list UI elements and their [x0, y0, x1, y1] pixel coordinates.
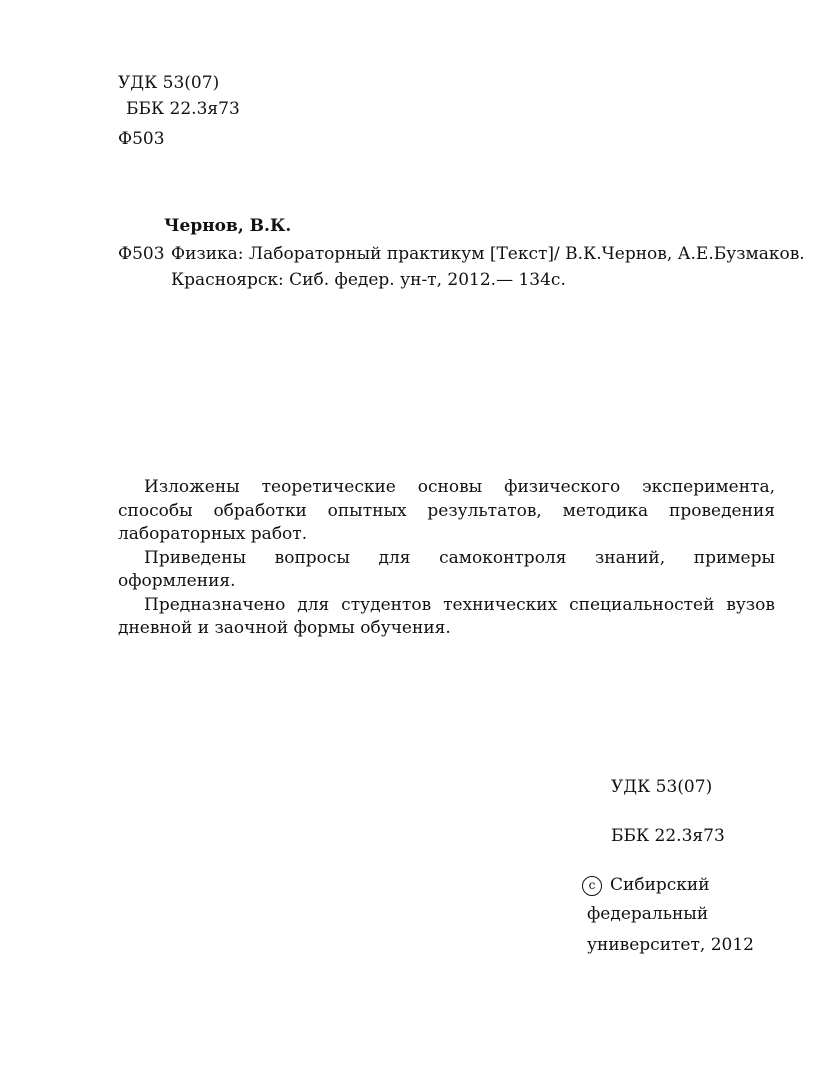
author-name: Чернов, В.К. — [164, 216, 292, 236]
publication-info-line: Красноярск: Сиб. федер. ун-т, 2012.— 134с. — [171, 270, 566, 290]
bbk-code-top: ББК 22.3я73 — [126, 99, 240, 119]
copyright-holder-line3: университет, 2012 — [587, 935, 754, 955]
udk-code-top: УДК 53(07) — [118, 73, 220, 93]
bibliographic-title-line: Физика: Лабораторный практикум [Текст]/ В.К.Чернов, А.Е.Бузмаков. — [171, 244, 805, 264]
abstract-paragraph: Предназначено для студентов технических специальностей вузов дневной и заочной формы обучения. — [118, 594, 775, 638]
author-mark-top: Ф503 — [118, 129, 165, 149]
bbk-code-bottom: ББК 22.3я73 — [611, 826, 725, 846]
author-mark: Ф503 — [118, 244, 165, 264]
abstract — [118, 476, 775, 641]
copyright-holder-line2: федеральный — [587, 904, 709, 924]
abstract-paragraph: Приведены вопросы для самоконтроля знаний, примеры оформления. — [118, 547, 775, 591]
udk-code-bottom: УДК 53(07) — [611, 777, 713, 797]
copyright-holder-line1: Сибирский — [610, 875, 710, 895]
abstract-paragraph: Изложены теоретические основы физического эксперимента, способы обработки опытных результатов, методика проведения лабораторных работ. — [118, 477, 775, 544]
copyright-icon: c — [582, 876, 602, 896]
